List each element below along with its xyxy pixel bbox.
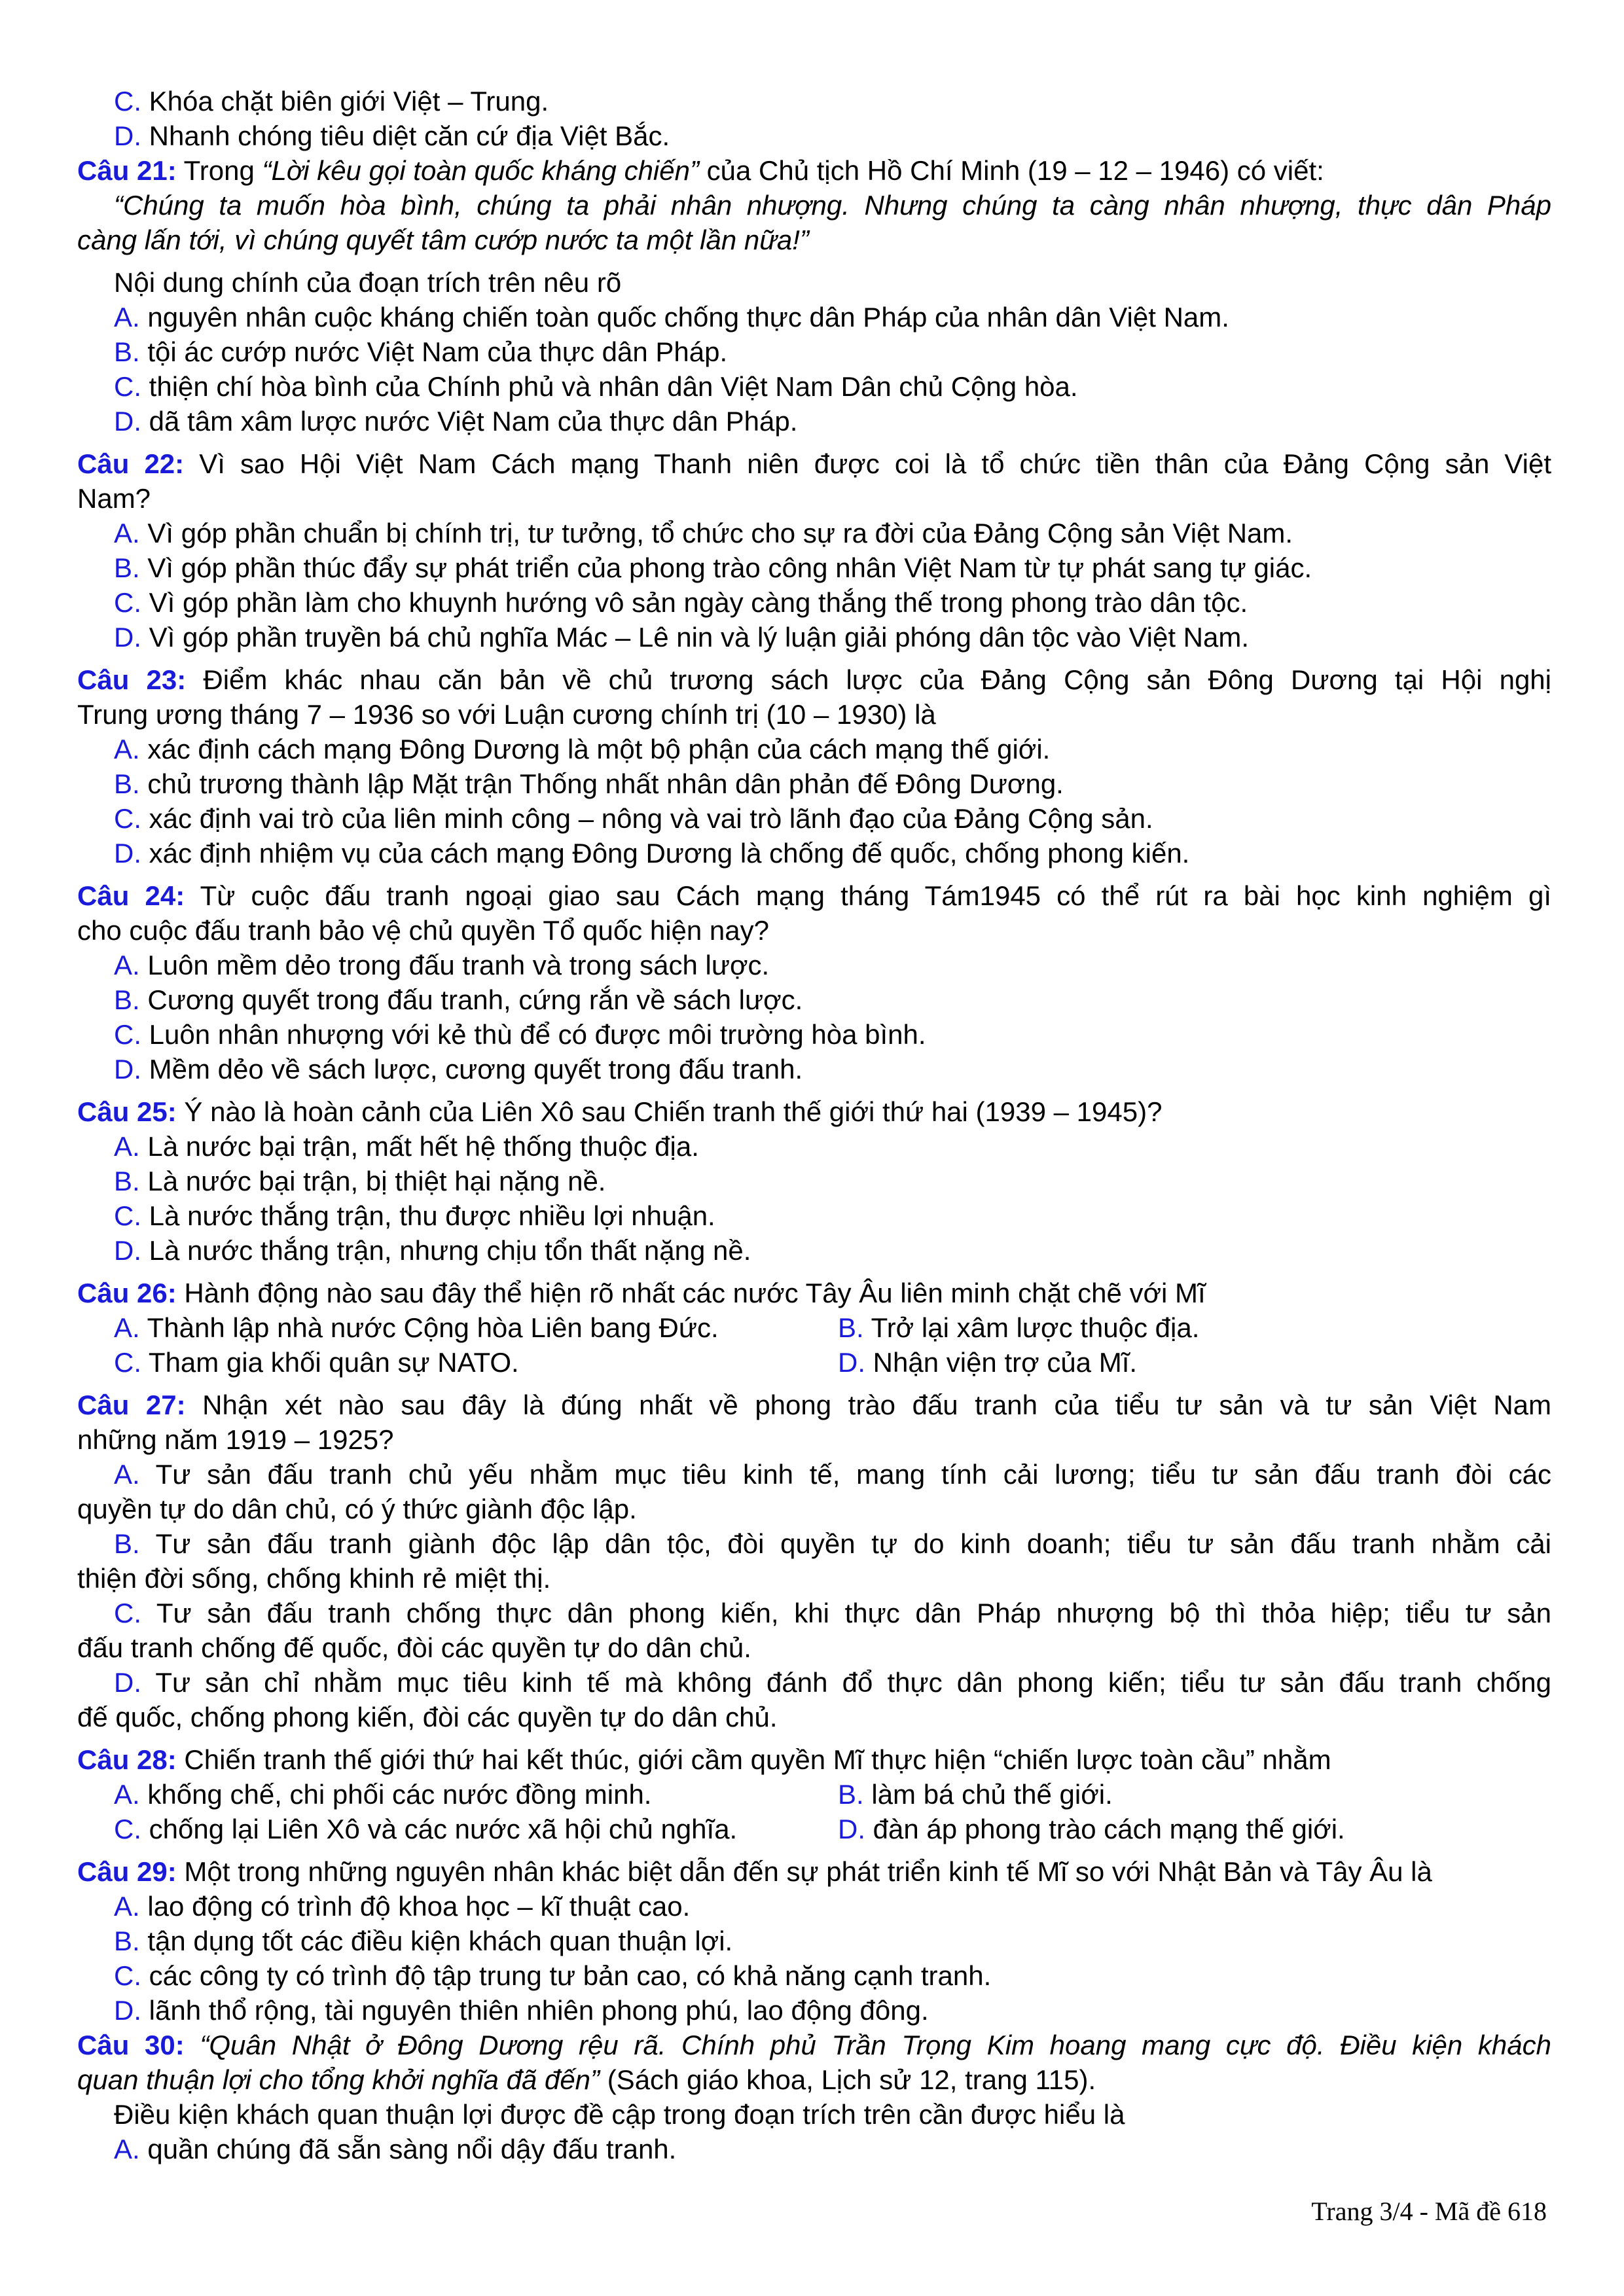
quoted-text: “Quân Nhật ở Đông Dương rệu rã. Chính phủ Trần Trọng Kim hoang mang cực độ. Điều kiện khách: [200, 2030, 1552, 2060]
option-text: làm bá chủ thế giới.: [863, 1779, 1113, 1810]
line-continued: [77, 913, 1551, 948]
option-label: B.: [114, 1926, 140, 1956]
question-number: Câu 23:: [77, 664, 187, 695]
option-text: Là nước thắng trận, nhưng chịu tổn thất nặng nề.: [141, 1235, 751, 1266]
option-label: A.: [114, 1312, 140, 1343]
question-stem: [77, 1388, 1551, 1422]
answer-option: [838, 1345, 1551, 1380]
answer-option: [77, 1052, 1551, 1086]
answer-option: [77, 585, 1551, 620]
prompt-text: Nội dung chính của đoạn trích trên nêu rõ: [114, 267, 622, 298]
answer-option: [77, 1526, 1551, 1561]
option-label: B.: [114, 1528, 140, 1559]
option-label: B.: [838, 1779, 864, 1810]
answer-option: [77, 300, 1551, 334]
line-continued: [77, 481, 1551, 516]
answer-option: [77, 1665, 1551, 1700]
answer-option: [77, 801, 1551, 836]
option-text: nguyên nhân cuộc kháng chiến toàn quốc chống thực dân Pháp của nhân dân Việt Nam.: [139, 302, 1229, 332]
option-label: C.: [114, 1347, 141, 1378]
prompt-text: Điều kiện khách quan thuận lợi được đề cập trong đoạn trích trên cần được hiểu là: [114, 2099, 1125, 2130]
line-continued: [77, 1561, 1551, 1596]
answer-option: [77, 516, 1551, 550]
option-label: A.: [114, 1459, 140, 1490]
question-number: Câu 26:: [77, 1278, 177, 1308]
answer-option: [77, 766, 1551, 801]
option-label: D.: [838, 1814, 865, 1844]
option-label: B.: [838, 1312, 864, 1343]
answer-option: [77, 1233, 1551, 1268]
question-stem: [77, 2028, 1551, 2062]
option-text: lãnh thổ rộng, tài nguyên thiên nhiên phong phú, lao động đông.: [141, 1995, 929, 2026]
option-text: Vì góp phần làm cho khuynh hướng vô sản ngày càng thắng thế trong phong trào dân tộc.: [141, 587, 1248, 618]
text: quyền tự do dân chủ, có ý thức giành độc lập.: [77, 1494, 637, 1524]
option-text: Tư sản đấu tranh chống thực dân phong kiến, khi thực dân Pháp nhượng bộ thì thỏa hiệp; tiểu tư sản: [141, 1598, 1551, 1628]
text: đấu tranh chống đế quốc, đòi các quyền tự do dân chủ.: [77, 1632, 751, 1663]
option-label: D.: [114, 1235, 141, 1266]
option-text: dã tâm xâm lược nước Việt Nam của thực dân Pháp.: [141, 406, 798, 437]
option-text: chủ trương thành lập Mặt trận Thống nhất nhân dân phản đế Đông Dương.: [139, 768, 1064, 799]
text: những năm 1919 – 1925?: [77, 1424, 394, 1455]
option-label: B.: [114, 768, 140, 799]
answer-option: [77, 1457, 1551, 1492]
text: Ý nào là hoàn cảnh của Liên Xô sau Chiến tranh thế giới thứ hai (1939 – 1945)?: [184, 1096, 1163, 1127]
option-text: tận dụng tốt các điều kiện khách quan thuận lợi.: [139, 1926, 733, 1956]
text: của Chủ tịch Hồ Chí Minh (19 – 12 – 1946) có viết:: [698, 155, 1324, 186]
answer-option: [838, 1777, 1551, 1812]
option-text: Thành lập nhà nước Cộng hòa Liên bang Đức.: [139, 1312, 719, 1343]
page-footer: Trang 3/4 - Mã đề 618: [1311, 2197, 1547, 2226]
answer-option: [77, 1310, 838, 1345]
text: Hành động nào sau đây thể hiện rõ nhất các nước Tây Âu liên minh chặt chẽ với Mĩ: [184, 1278, 1206, 1308]
option-text: quần chúng đã sẵn sàng nổi dậy đấu tranh.: [139, 2134, 677, 2164]
option-text: Tư sản chỉ nhằm mục tiêu kinh tế mà không đánh đổ thực dân phong kiến; tiểu tư sản đấu tranh chống: [141, 1667, 1551, 1698]
question-stem: [77, 1094, 1551, 1129]
question-number: Câu 22:: [77, 448, 185, 479]
option-text: lao động có trình độ khoa học – kĩ thuật cao.: [139, 1891, 691, 1922]
answer-option: [77, 1993, 1551, 2028]
answer-option: [77, 1345, 838, 1380]
text: đế quốc, chống phong kiến, đòi các quyền tự do dân chủ.: [77, 1702, 778, 1732]
option-text: xác định vai trò của liên minh công – nông và vai trò lãnh đạo của Đảng Cộng sản.: [141, 803, 1153, 834]
option-text: Luôn mềm dẻo trong đấu tranh và trong sách lược.: [139, 950, 770, 980]
quotation: [77, 188, 1551, 223]
question-stem: [77, 153, 1551, 188]
option-row: [77, 1310, 1551, 1345]
answer-option: [77, 1924, 1551, 1958]
line-continued: [77, 1422, 1551, 1457]
option-text: chống lại Liên Xô và các nước xã hội chủ nghĩa.: [141, 1814, 738, 1844]
option-label: C.: [114, 803, 141, 834]
option-label: C.: [114, 371, 141, 402]
answer-option: [77, 1017, 1551, 1052]
option-text: xác định nhiệm vụ của cách mạng Đông Dương là chống đế quốc, chống phong kiến.: [141, 838, 1190, 869]
answer-option: [77, 1958, 1551, 1993]
question-stem: [77, 1854, 1551, 1889]
text: Vì sao Hội Việt Nam Cách mạng Thanh niên được coi là tổ chức tiền thân của Đảng Cộng sản Việt: [199, 448, 1552, 479]
option-label: C.: [114, 1019, 141, 1050]
answer-option: [838, 1310, 1551, 1345]
quote-text: “Chúng ta muốn hòa bình, chúng ta phải nhân nhượng. Nhưng chúng ta càng nhân nhượng, thực dân Pháp: [114, 190, 1551, 221]
option-label: B.: [114, 984, 140, 1015]
option-label: A.: [114, 1891, 140, 1922]
option-text: các công ty có trình độ tập trung tư bản cao, có khả năng cạnh tranh.: [141, 1960, 992, 1991]
answer-option: [77, 84, 1551, 118]
option-label: A.: [114, 518, 140, 548]
option-label: A.: [114, 1131, 140, 1162]
option-text: Luôn nhân nhượng với kẻ thù để có được môi trường hòa bình.: [141, 1019, 926, 1050]
quoted-text: “Lời kêu gọi toàn quốc kháng chiến”: [262, 155, 699, 186]
question-number: Câu 24:: [77, 880, 185, 911]
quoted-text: quan thuận lợi cho tổng khởi nghĩa đã đến”: [77, 2064, 600, 2095]
option-label: C.: [114, 587, 141, 618]
question-number: Câu 21:: [77, 155, 177, 186]
option-text: Là nước bại trận, mất hết hệ thống thuộc địa.: [139, 1131, 699, 1162]
answer-option: [77, 1812, 838, 1846]
answer-option: [77, 404, 1551, 439]
text: Từ cuộc đấu tranh ngoại giao sau Cách mạng tháng Tám1945 có thể rút ra bài học kinh nghiệm gì: [200, 880, 1551, 911]
text: Nam?: [77, 483, 151, 514]
option-label: B.: [114, 1166, 140, 1196]
question-number: Câu 30:: [77, 2030, 185, 2060]
option-row: [77, 1812, 1551, 1846]
answer-option: [838, 1812, 1551, 1846]
option-text: tội ác cướp nước Việt Nam của thực dân Pháp.: [139, 336, 728, 367]
answer-option: [77, 2132, 1551, 2166]
text: Một trong những nguyên nhân khác biệt dẫn đến sự phát triển kinh tế Mĩ so với Nhật Bản và Tây Âu là: [184, 1856, 1432, 1887]
option-label: C.: [114, 1598, 141, 1628]
question-stem: [77, 662, 1551, 697]
option-row: [77, 1345, 1551, 1380]
answer-option: [77, 948, 1551, 982]
line-continued: [77, 2062, 1551, 2097]
option-label: D.: [114, 120, 141, 151]
line-continued: [77, 1630, 1551, 1665]
option-text: Nhận viện trợ của Mĩ.: [865, 1347, 1138, 1378]
option-text: Mềm dẻo về sách lược, cương quyết trong đấu tranh.: [141, 1054, 803, 1085]
question-number: Câu 28:: [77, 1744, 177, 1775]
option-label: A.: [114, 950, 140, 980]
option-text: Vì góp phần truyền bá chủ nghĩa Mác – Lê nin và lý luận giải phóng dân tộc vào Việt Nam.: [141, 622, 1250, 653]
option-text: khống chế, chi phối các nước đồng minh.: [139, 1779, 652, 1810]
option-text: Là nước thắng trận, thu được nhiều lợi nhuận.: [141, 1200, 715, 1231]
answer-option: [77, 620, 1551, 655]
option-text: đàn áp phong trào cách mạng thế giới.: [865, 1814, 1345, 1844]
option-label: C.: [114, 1960, 141, 1991]
text: (Sách giáo khoa, Lịch sử 12, trang 115).: [600, 2064, 1096, 2095]
answer-option: [77, 118, 1551, 153]
question-number: Câu 29:: [77, 1856, 177, 1887]
quote-text: càng lấn tới, vì chúng quyết tâm cướp nước ta một lần nữa!”: [77, 224, 809, 255]
question-number: Câu 27:: [77, 1390, 186, 1420]
answer-option: [77, 1596, 1551, 1630]
option-text: Vì góp phần thúc đẩy sự phát triển của phong trào công nhân Việt Nam từ tự phát sang tự giác.: [139, 552, 1312, 583]
option-label: B.: [114, 552, 140, 583]
option-label: A.: [114, 2134, 140, 2164]
line-continued: [77, 1492, 1551, 1526]
option-text: xác định cách mạng Đông Dương là một bộ phận của cách mạng thế giới.: [139, 734, 1051, 764]
question-stem: [77, 446, 1551, 481]
text: Nhận xét nào sau đây là đúng nhất về phong trào đấu tranh của tiểu tư sản và tư sản Việt Nam: [202, 1390, 1552, 1420]
option-row: [77, 1777, 1551, 1812]
option-text: Trở lại xâm lược thuộc địa.: [863, 1312, 1200, 1343]
option-label: D.: [114, 1995, 141, 2026]
option-text: Cương quyết trong đấu tranh, cứng rắn về sách lược.: [139, 984, 803, 1015]
exam-page: [77, 84, 1551, 2166]
text: Trong: [183, 155, 262, 186]
option-text: Tư sản đấu tranh giành độc lập dân tộc, đòi quyền tự do kinh doanh; tiểu tư sản đấu tranh nhằm cải: [139, 1528, 1551, 1559]
answer-option: [77, 1198, 1551, 1233]
answer-option: [77, 732, 1551, 766]
option-label: C.: [114, 1814, 141, 1844]
option-label: A.: [114, 302, 140, 332]
question-prompt: [77, 265, 1551, 300]
text: Trung ương tháng 7 – 1936 so với Luận cương chính trị (10 – 1930) là: [77, 699, 936, 730]
option-label: D.: [114, 1054, 141, 1085]
option-text: thiện chí hòa bình của Chính phủ và nhân dân Việt Nam Dân chủ Cộng hòa.: [141, 371, 1078, 402]
option-text: Vì góp phần chuẩn bị chính trị, tư tưởng, tổ chức cho sự ra đời của Đảng Cộng sản Việt Nam.: [139, 518, 1293, 548]
answer-option: [77, 836, 1551, 870]
question-prompt: [77, 2097, 1551, 2132]
answer-option: [77, 1777, 838, 1812]
answer-option: [77, 1164, 1551, 1198]
option-text: Nhanh chóng tiêu diệt căn cứ địa Việt Bắc.: [141, 120, 670, 151]
question-stem: [77, 1276, 1551, 1310]
option-label: D.: [114, 838, 141, 869]
answer-option: [77, 369, 1551, 404]
answer-option: [77, 334, 1551, 369]
quotation-continued: [77, 223, 1551, 257]
answer-option: [77, 982, 1551, 1017]
option-label: D.: [114, 406, 141, 437]
option-label: C.: [114, 1200, 141, 1231]
line-continued: [77, 697, 1551, 732]
text: Điểm khác nhau căn bản về chủ trương sách lược của Đảng Cộng sản Đông Dương tại Hội nghị: [203, 664, 1551, 695]
option-text: Khóa chặt biên giới Việt – Trung.: [141, 86, 549, 117]
option-label: D.: [838, 1347, 865, 1378]
answer-option: [77, 550, 1551, 585]
option-label: A.: [114, 1779, 140, 1810]
question-number: Câu 25:: [77, 1096, 177, 1127]
option-label: B.: [114, 336, 140, 367]
question-stem: [77, 1742, 1551, 1777]
text: thiện đời sống, chống khinh rẻ miệt thị.: [77, 1563, 551, 1594]
answer-option: [77, 1889, 1551, 1924]
question-stem: [77, 878, 1551, 913]
answer-option: [77, 1129, 1551, 1164]
option-label: C.: [114, 86, 141, 117]
option-text: Tham gia khối quân sự NATO.: [141, 1347, 519, 1378]
option-label: D.: [114, 622, 141, 653]
text: cho cuộc đấu tranh bảo vệ chủ quyền Tổ quốc hiện nay?: [77, 915, 769, 946]
option-text: Là nước bại trận, bị thiệt hại nặng nề.: [139, 1166, 606, 1196]
line-continued: [77, 1700, 1551, 1734]
text: Chiến tranh thế giới thứ hai kết thúc, giới cầm quyền Mĩ thực hiện “chiến lược toàn cầu” nhằm: [184, 1744, 1331, 1775]
option-text: Tư sản đấu tranh chủ yếu nhằm mục tiêu kinh tế, mang tính cải lương; tiểu tư sản đấu tranh đòi các: [139, 1459, 1551, 1490]
option-label: D.: [114, 1667, 141, 1698]
option-label: A.: [114, 734, 140, 764]
